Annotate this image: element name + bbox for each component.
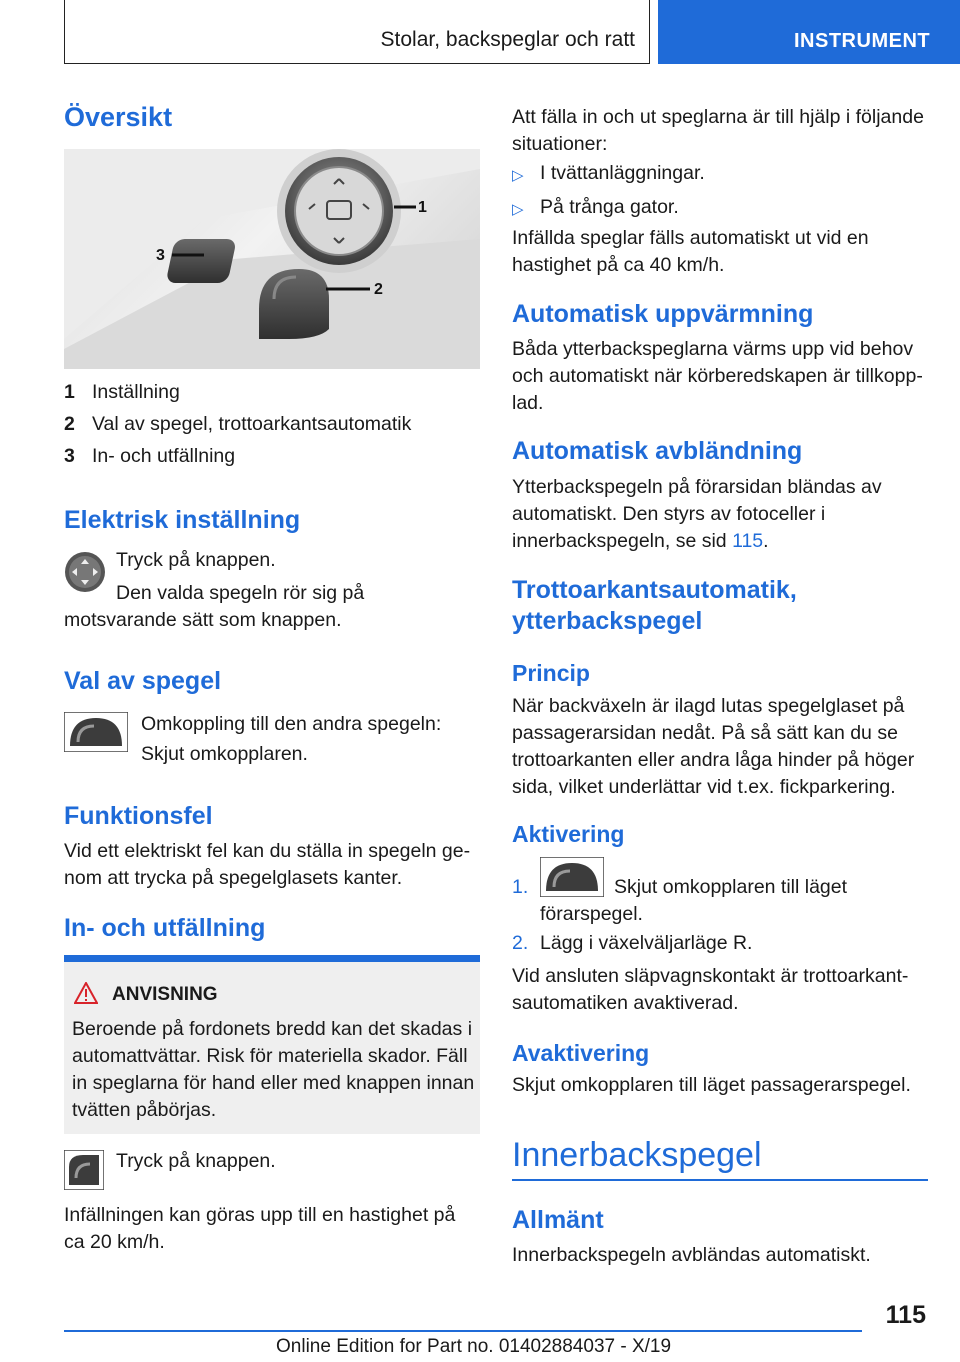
heading-trottoar-line1: Trottoarkantsautomatik, — [512, 576, 797, 604]
aktivering-note: Vid ansluten släpvagnskontakt är trottoarkantsautomatiken avaktiverad. — [512, 965, 909, 1014]
heading-avblandning: Automatisk avbländning — [512, 437, 803, 465]
heading-oversikt: Översikt — [64, 102, 173, 132]
avblandning-pre: Ytterbackspegeln på förarsidan bländas av automatiskt. Den styrs av fotoceller i innerbackspegeln, se sid — [512, 476, 882, 552]
heading-infallning: In- och utfällning — [64, 914, 266, 942]
heading-aktivering: Aktivering — [512, 821, 625, 847]
val-step-1: Omkoppling till den andra spegeln: — [141, 713, 442, 735]
elektrisk-step: Tryck på knappen. — [116, 549, 276, 571]
callout-3: 3 — [156, 247, 165, 264]
step-text: Lägg i växelväljarläge R. — [540, 932, 753, 954]
heading-avaktivering: Avaktivering — [512, 1040, 650, 1066]
mirror-switch-photo — [64, 149, 480, 369]
bullet-triangle-icon: ▷ — [512, 167, 524, 184]
heading-val-av-spegel: Val av spegel — [64, 667, 222, 695]
avaktivering-text: Skjut omkopplaren till läget passagerarspegel. — [512, 1074, 911, 1096]
uppvarmning-text: Båda ytterbackspeglarna värms upp vid behov och automatiskt när körberedskapen är tillkopplad. — [512, 338, 923, 414]
legend-item — [64, 445, 235, 468]
allmant-text: Innerbackspegeln avbländas automatiskt. — [512, 1244, 871, 1266]
callout-2: 2 — [374, 281, 383, 298]
section-rule — [64, 955, 480, 962]
princip-text: När backväxeln är ilagd lutas spegelglaset på passagerarsidan nedåt. På så sätt kan du se trottoarkanten eller andra låga hinder på höger sida, vilket underlättar vid t.ex. fickparkering. — [512, 695, 915, 798]
heading-princip: Princip — [512, 660, 590, 686]
legend-number: 2 — [64, 413, 75, 435]
heading-trottoar-line2: ytterbackspegel — [512, 607, 703, 635]
step-number: 2. — [512, 932, 529, 954]
section-rule — [512, 1179, 928, 1181]
funktionsfel-text: Vid ett elektriskt fel kan du ställa in spegeln genom att trycka på spegelglasets kanter. — [64, 840, 471, 889]
step-text: Skjut omkopplaren till läget förarspegel. — [540, 876, 848, 925]
legend-number: 1 — [64, 381, 75, 403]
warning-box — [64, 962, 480, 1134]
chapter-tab — [658, 0, 960, 64]
legend-text: Val av spegel, trottoarkantsautomatik — [92, 413, 412, 435]
heading-funktionsfel: Funktionsfel — [64, 802, 213, 830]
heading-allmant: Allmänt — [512, 1206, 604, 1234]
mirror-switch-illustration — [64, 149, 480, 369]
bullet-triangle-icon: ▷ — [512, 201, 524, 218]
footer-rule — [64, 1330, 862, 1332]
step-number: 1. — [512, 876, 529, 898]
heading-trottoar — [512, 575, 797, 637]
avblandning-text — [512, 474, 928, 555]
page-ref-link[interactable]: 115 — [732, 530, 764, 552]
bullet-item: I tvättanläggningar. — [540, 162, 705, 184]
legend-number: 3 — [64, 445, 75, 467]
callout-1: 1 — [418, 199, 427, 216]
warning-triangle-icon — [74, 982, 98, 1004]
warning-text: Beroende på fordonets bredd kan det skadas i automattvättar. Risk för materiella skador. Fäll in speglarna för hand eller med knappen innan tvätten påbörjas. — [72, 1018, 475, 1121]
warning-title: ANVISNING — [112, 984, 218, 1005]
chapter-title: INSTRUMENT — [794, 30, 931, 52]
footer-edition: Online Edition for Part no. 01402884037 - X/19 — [276, 1336, 672, 1357]
fold-intro: Att fälla in och ut speglarna är till hjälp i följande situationer: — [512, 106, 924, 155]
page-number: 115 — [885, 1301, 926, 1329]
elektrisk-desc: Den valda spegeln rör sig på motsvarande sätt som knappen. — [64, 582, 365, 631]
infallning-step: Tryck på knappen. — [116, 1150, 276, 1172]
heading-uppvarmning: Automatisk uppvärmning — [512, 300, 814, 328]
auto-out-text: Infällda speglar fälls automatiskt ut vid en hastighet på ca 40 km/h. — [512, 227, 869, 276]
avblandning-post: . — [763, 530, 769, 552]
legend-text: In- och utfällning — [92, 445, 236, 467]
bullet-item: På trånga gator. — [540, 196, 679, 218]
section-title: Stolar, backspeglar och ratt — [380, 28, 635, 51]
mirror-fold-button-icon — [64, 1150, 104, 1190]
legend-text: Inställning — [92, 381, 180, 403]
mirror-select-switch-icon — [64, 712, 128, 752]
val-step-2: Skjut omkopplaren. — [141, 743, 308, 765]
running-header — [64, 0, 650, 64]
legend-item — [64, 413, 411, 436]
heading-elektrisk: Elektrisk inställning — [64, 506, 301, 534]
heading-innerbackspegel: Innerbackspegel — [512, 1136, 762, 1174]
legend-item — [64, 381, 180, 404]
infallning-speed: Infällningen kan göras upp till en hastighet på ca 20 km/h. — [64, 1204, 456, 1253]
